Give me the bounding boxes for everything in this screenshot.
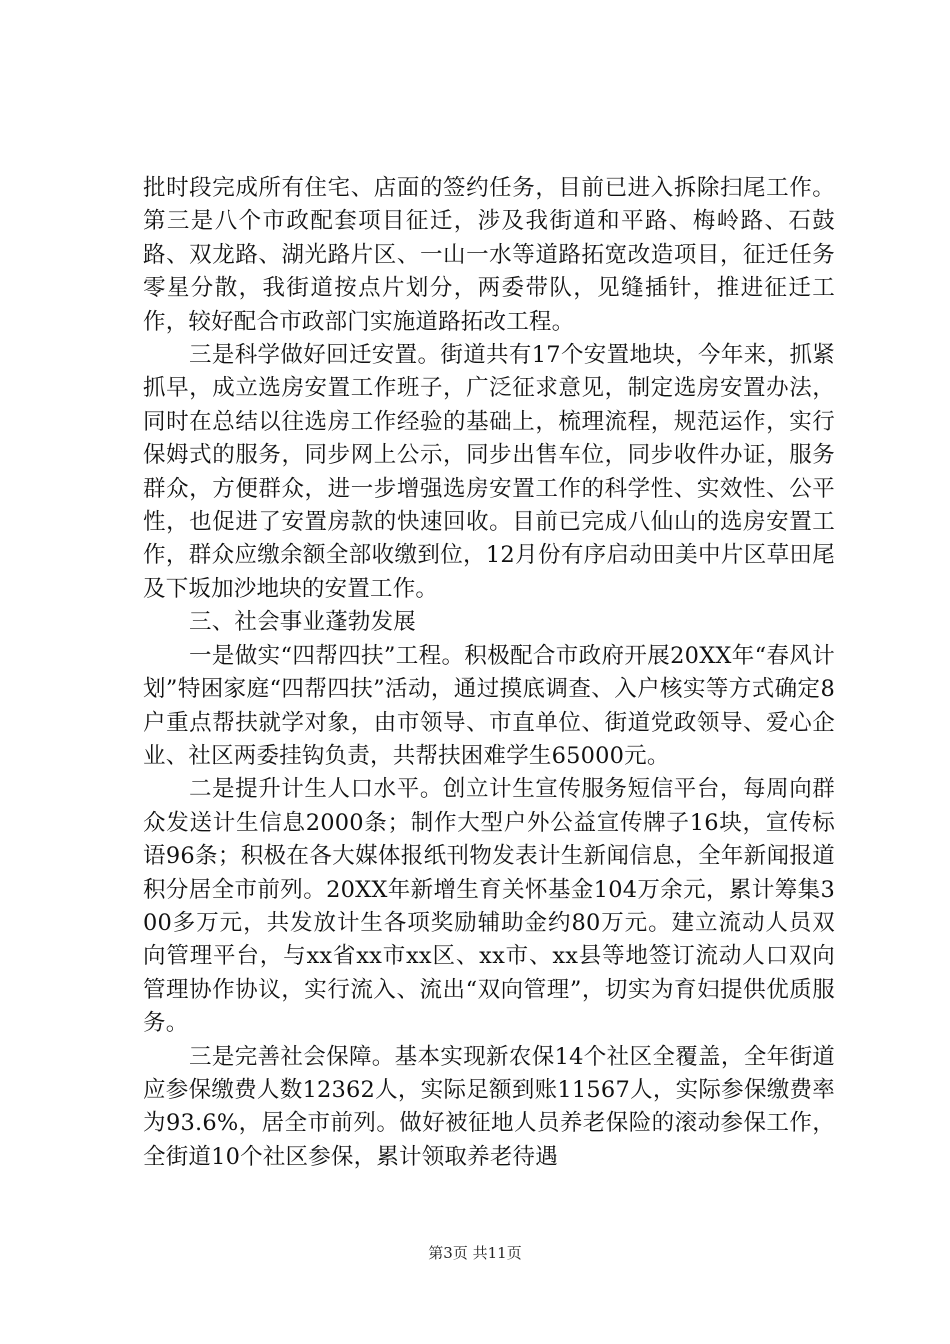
paragraph-6: 三是完善社会保障。基本实现新农保14个社区全覆盖，全年街道应参保缴费人数12362人，实际足额到账11567人，实际参保缴费率为93.6%，居全市前列。做好被征地人员养老保险的滚动参保工作，全街道10个社区参保，累计领取养老待遇: [143, 1043, 835, 1170]
paragraph-5: 二是提升计生人口水平。创立计生宣传服务短信平台，每周向群众发送计生信息2000条；制作大型户外公益宣传牌子16块，宣传标语96条；积极在各大媒体报纸刊物发表计生新闻信息，全年新闻报道积分居全市前列。20XX年新增生育关怀基金104万余元，累计筹集300多万元，共发放计生各项奖励辅助金约80万元。建立流动人员双向管理平台，与xx省xx市xx区、xx市、xx县等地签订流动人口双向管理协作协议，实行流入、流出“双向管理”，切实为育妇提供优质服务。: [143, 776, 835, 1037]
document-body: [143, 172, 835, 1174]
paragraph-1: 批时段完成所有住宅、店面的签约任务，目前已进入拆除扫尾工作。第三是八个市政配套项目征迁，涉及我街道和平路、梅岭路、石鼓路、双龙路、湖光路片区、一山一水等道路拓宽改造项目，征迁任务零星分散，我街道按点片划分，两委带队，见缝插针，推进征迁工作，较好配合市政部门实施道路拓改工程。: [143, 175, 835, 335]
paragraph-2: 三是科学做好回迁安置。街道共有17个安置地块，今年来，抓紧抓早，成立选房安置工作班子，广泛征求意见，制定选房安置办法，同时在总结以往选房工作经验的基础上，梳理流程，规范运作，实行保姆式的服务，同步网上公示，同步出售车位，同步收件办证，服务群众，方便群众，进一步增强选房安置工作的科学性、实效性、公平性，也促进了安置房款的快速回收。目前已完成八仙山的选房安置工作，群众应缴余额全部收缴到位，12月份有序启动田美中片区草田尾及下坂加沙地块的安置工作。: [143, 342, 835, 602]
page-footer: 第3页 共11页: [428, 1244, 522, 1262]
paragraph-4: 一是做实“四帮四扶”工程。积极配合市政府开展20XX年“春风计划”特困家庭“四帮四扶”活动，通过摸底调查、入户核实等方式确定8户重点帮扶就学对象，由市领导、市直单位、街道党政领导、爱心企业、社区两委挂钩负责，共帮扶困难学生65000元。: [143, 642, 835, 769]
section-heading: 三、社会事业蓬勃发展: [189, 609, 417, 636]
